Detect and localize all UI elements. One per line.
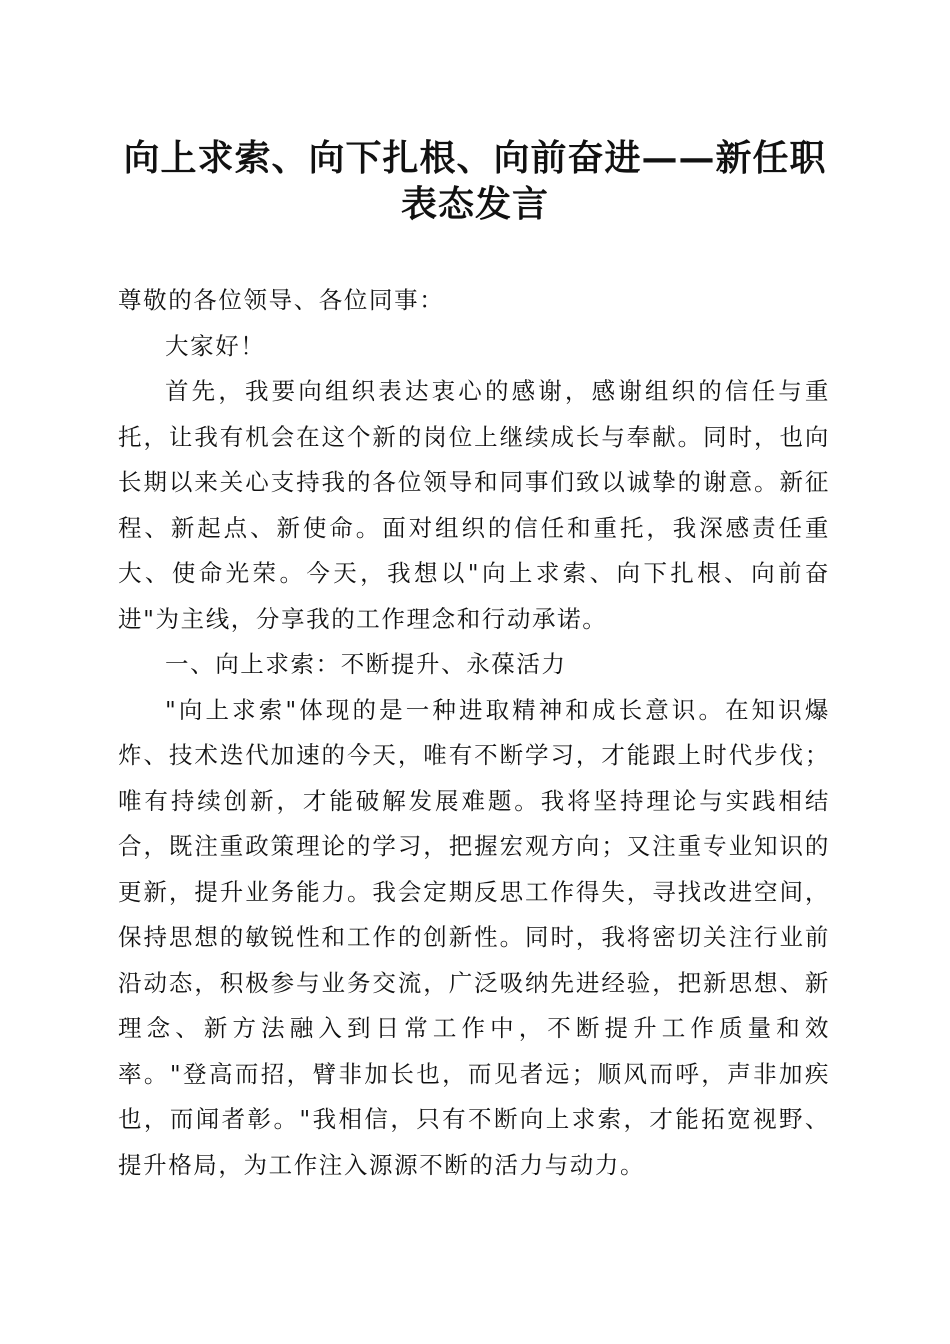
intro-paragraph: 首先，我要向组织表达衷心的感谢，感谢组织的信任与重托，让我有机会在这个新的岗位上继续成长与奉献。同时，也向长期以来关心支持我的各位领导和同事们致以诚挚的谢意。新征程、新起点、新使命。面对组织的信任和重托，我深感责任重大、使命光荣。今天，我想以"向上求索、向下扎根、向前奋进"为主线，分享我的工作理念和行动承诺。 bbox=[118, 377, 830, 633]
section-1-heading: 一、向上求索：不断提升、永葆活力 bbox=[165, 650, 567, 678]
greeting: 大家好！ bbox=[165, 331, 266, 360]
document-body bbox=[118, 278, 830, 1188]
document-title: 向上求索、向下扎根、向前奋进——新任职表态发言 bbox=[123, 137, 827, 225]
section-1-paragraph: "向上求索"体现的是一种进取精神和成长意识。在知识爆炸、技术迭代加速的今天，唯有不断学习，才能跟上时代步伐；唯有持续创新，才能破解发展难题。我将坚持理论与实践相结合，既注重政策理论的学习，把握宏观方向；又注重专业知识的更新，提升业务能力。我会定期反思工作得失，寻找改进空间，保持思想的敏锐性和工作的创新性。同时，我将密切关注行业前沿动态，积极参与业务交流，广泛吸纳先进经验，把新思想、新理念、新方法融入到日常工作中，不断提升工作质量和效率。"登高而招，臂非加长也，而见者远；顺风而呼，声非加疾也，而闻者彰。"我相信，只有不断向上求索，才能拓宽视野、提升格局，为工作注入源源不断的活力与动力。 bbox=[118, 695, 830, 1179]
salutation: 尊敬的各位领导、各位同事： bbox=[118, 286, 445, 314]
